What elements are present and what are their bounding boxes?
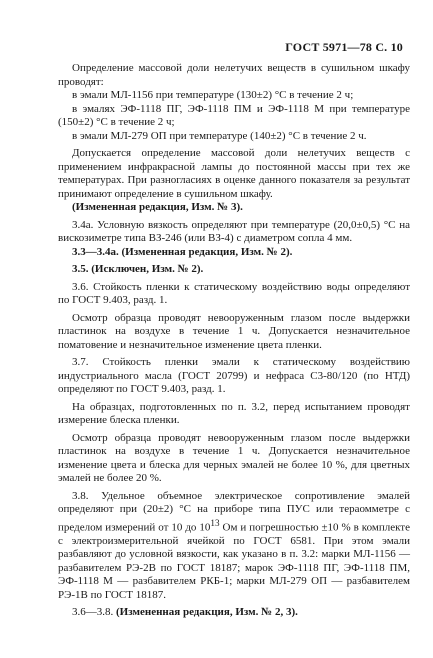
page-header: ГОСТ 5971—78 С. 10 [285, 40, 403, 54]
superscript: 13 [210, 517, 220, 528]
paragraph: На образцах, подготовленных по п. 3.2, перед испытанием проводят измерение блеска пленки. [58, 400, 410, 426]
amendment-text: (Измененная редакция, Изм. № 2, 3). [116, 606, 298, 619]
paragraph: Определение массовой доли нелетучих веществ в сушильном шкафу проводят: [58, 62, 410, 88]
document-body [58, 62, 410, 620]
amendment-note: 3.5. (Исключен, Изм. № 2). [72, 263, 204, 275]
paragraph: 3.7. Стойкость пленки эмали к статическому воздействию индустриального масла (ГОСТ 20799) и нефраса С3-80/120 (по НТД) определяют по ГОСТ 9.403, разд. 1. [58, 356, 410, 395]
amendment-note: (Измененная редакция, Изм. № 3). [72, 201, 243, 213]
paragraph: в эмали МЛ-279 ОП при температуре (140±2) °С в течение 2 ч. [72, 129, 367, 142]
paragraph: 3.6. Стойкость пленки к статическому воздействию воды определяют по ГОСТ 9.403, разд. 1. [58, 280, 410, 306]
paragraph: в эмали МЛ-1156 при температуре (130±2) °С в течение 2 ч; [72, 89, 354, 101]
paragraph: Осмотр образца проводят невооруженным глазом после выдержки пластинок на воздухе в течение 1 ч. Допускается незначительное изменение цвета и блеска для черных эмалей не более 10 %, для цветных эмалей не более 20 %. [58, 431, 410, 484]
paragraph: Осмотр образца проводят невооруженным глазом после выдержки пластинок на воздухе в течение 1 ч. Допускается незначительное поматовение и незначительное изменение цвета пленки. [58, 311, 410, 351]
paragraph [58, 490, 410, 603]
paragraph: в эмалях ЭФ-1118 ПГ, ЭФ-1118 ПМ и ЭФ-1118 М при температуре (150±2) °С в течение 2 ч; [58, 102, 410, 128]
amendment-note [58, 606, 410, 620]
clause-ref: 3.6—3.8. [72, 606, 116, 619]
text-run: 3.8. Удельное объемное электрическое сопротивление эмалей определяют при (20±2) °С на приборе типа ПУС или тераомметре с пределом измерений от 10 до 10 [58, 489, 410, 534]
paragraph: Допускается определение массовой доли нелетучих веществ с применением инфракрасной лампы до постоянной массы при тех же температурах. При разногласиях в оценке данного показателя за результат принимают определение в сушильном шкафу. [58, 147, 410, 200]
paragraph: 3.4а. Условную вязкость определяют при температуре (20,0±0,5) °С на вискозиметре типа ВЗ-246 (или ВЗ-4) с диаметром сопла 4 мм. [58, 218, 410, 244]
amendment-note: 3.3—3.4а. (Измененная редакция, Изм. № 2). [72, 245, 293, 258]
text-run: Ом и погрешностью ±10 % в комплекте с электроизмерительной ячейкой по ГОСТ 6581. При этом эмали разбавляют до условной вязкости, как указано в п. 3.2: марки МЛ-1156 — разбавителем РЭ-2В по ГОСТ 18187; марок ЭФ-1118 ПГ, ЭФ-1118 ПМ, ЭФ-1118 М — разбавителем РКБ-1; марки МЛ-279 ОП — разбавителем РЭ-1В по ГОСТ 18187. [58, 521, 410, 601]
